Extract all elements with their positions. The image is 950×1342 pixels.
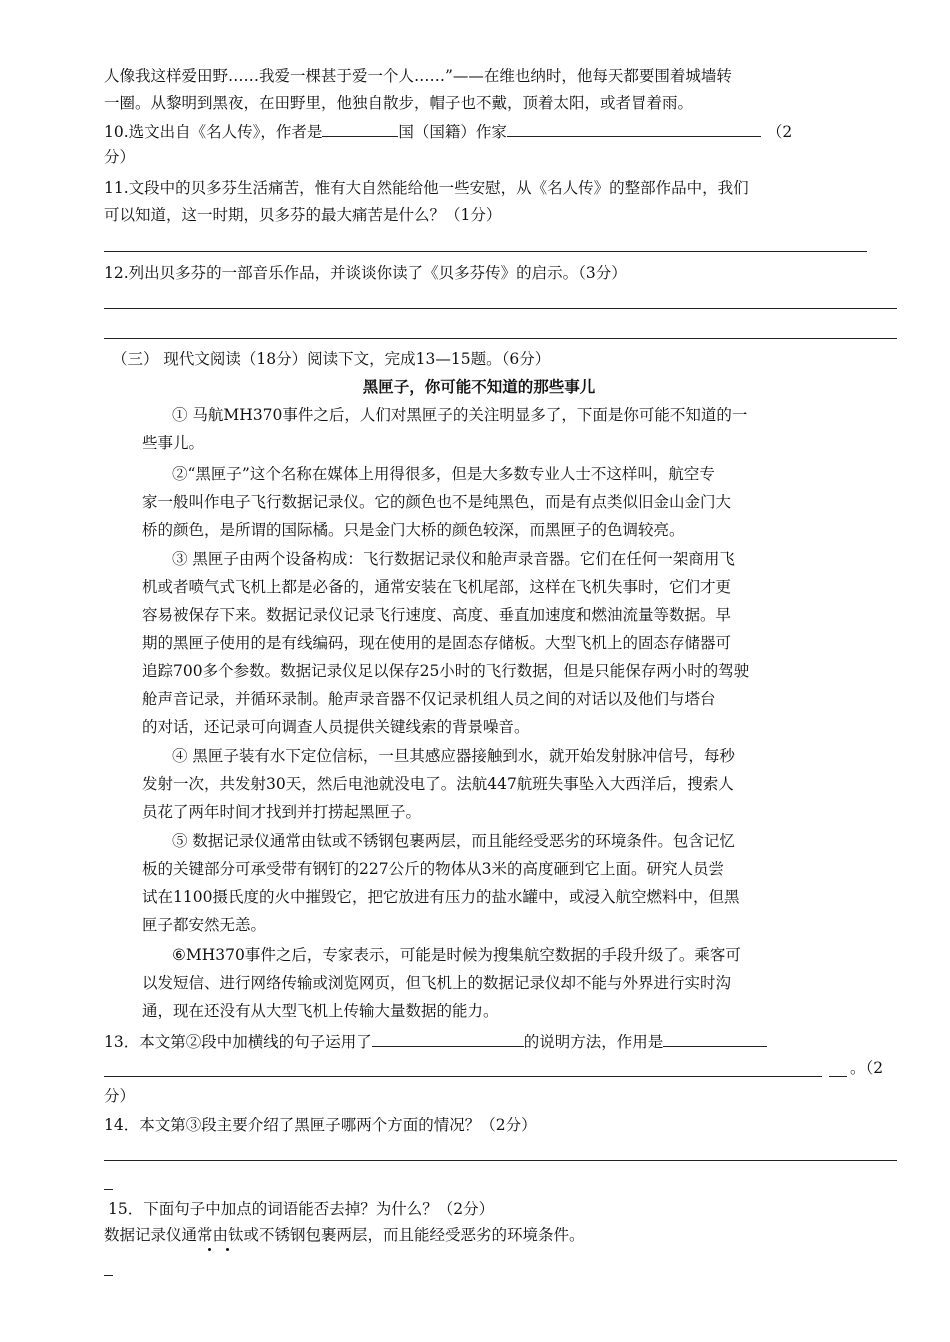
- question-10: [104, 120, 792, 140]
- q11-answer-line[interactable]: [104, 251, 867, 252]
- section-3-header: （三） 现代文阅读（18分）阅读下文，完成13—15题。（6分）: [112, 350, 551, 368]
- para-2-line-2: 家一般叫作电子飞行数据记录仪。它的颜色也不是纯黑色，而是有点类似旧金山金门大: [142, 493, 732, 511]
- q14-answer-line[interactable]: [104, 1160, 897, 1161]
- para-4-line-3: 员花了两年时间才找到并打捞起黑匣子。: [142, 803, 422, 821]
- question-15: 15．下面句子中加点的词语能否去掉？为什么？（2分）: [108, 1200, 495, 1218]
- para-1-line-2: 些事儿。: [142, 434, 205, 452]
- emphasis-dot: [226, 1248, 229, 1251]
- para-5-line-3: 试在1100摄氏度的火中摧毁它，把它放进有压力的盐水罐中，或浸入航空燃料中，但黑: [142, 888, 740, 906]
- intro-line-1: 人像我这样爱田野……我爱一棵甚于爱一个人……”——在维也纳时，他每天都要围着城墙转: [104, 67, 732, 85]
- para-4-line-1: ④ 黑匣子装有水下定位信标，一旦其感应器接触到水，就开始发射脉冲信号，每秒: [172, 747, 735, 765]
- q13-answer-line[interactable]: [104, 1076, 822, 1077]
- question-13-cont: 分）: [104, 1087, 136, 1105]
- question-12: 12.列出贝多芬的一部音乐作品，并谈谈你读了《贝多芬传》的启示。（3分）: [104, 264, 627, 282]
- question-11-line-1: 11.文段中的贝多芬生活痛苦，惟有大自然能给他一些安慰，从《名人传》的整部作品中，我们: [104, 179, 749, 197]
- para-1-line-1: ① 马航MH370事件之后，人们对黑匣子的关注明显多了，下面是你可能不知道的一: [172, 406, 748, 424]
- q12-answer-line-1[interactable]: [104, 308, 897, 309]
- para-5-line-4: 匣子都安然无恙。: [142, 916, 267, 934]
- para-3-line-3: 容易被保存下来。数据记录仪记录飞行速度、高度、垂直加速度和燃油流量等数据。早: [142, 606, 732, 624]
- q15-answer-line-stub[interactable]: [104, 1275, 113, 1276]
- para-5-line-1: ⑤ 数据记录仪通常由钛或不锈钢包裹两层，而且能经受恶劣的环境条件。包含记忆: [172, 832, 735, 850]
- q10-author-blank[interactable]: [322, 120, 398, 137]
- question-13: [104, 1030, 767, 1050]
- q10-suffix: （2: [766, 123, 793, 141]
- intro-line-2: 一圈。从黎明到黑夜，在田野里，他独自散步，帽子也不戴，顶着太阳，或者冒着雨。: [104, 94, 694, 112]
- para-3-line-5: 追踪700多个参数。数据记录仪足以保存25小时的飞行数据，但是只能保存两小时的驾驶: [142, 662, 750, 680]
- q12-answer-line-2[interactable]: [104, 338, 897, 339]
- para-2-line-1: ②“黑匣子”这个名称在媒体上用得很多，但是大多数专业人士不这样叫，航空专: [172, 465, 715, 483]
- emphasis-dot: [208, 1248, 211, 1251]
- para-6-line-2: 以发短信、进行网络传输或浏览网页，但飞机上的数据记录仪却不能与外界进行实时沟: [142, 974, 732, 992]
- question-14: 14．本文第③段主要介绍了黑匣子哪两个方面的情况？（2分）: [104, 1116, 537, 1134]
- q10-nationality-blank[interactable]: [507, 120, 761, 137]
- q14-answer-line-stub[interactable]: [104, 1189, 113, 1190]
- para-3-line-4: 期的黑匣子使用的是有线编码，现在使用的是固态存储板。大型飞机上的固态存储器可: [142, 634, 732, 652]
- q13-effect-blank[interactable]: [663, 1030, 767, 1047]
- article-title: 黑匣子，你可能不知道的那些事儿: [362, 378, 596, 396]
- para-5-line-2: 板的关键部分可承受带有钢钉的227公斤的物体从3米的高度砸到它上面。研究人员尝: [142, 860, 724, 878]
- q15-sentence: 数据记录仪通常由钛或不锈钢包裹两层，而且能经受恶劣的环境条件。: [104, 1226, 585, 1244]
- q13-prefix: 13．本文第②段中加横线的句子运用了: [104, 1033, 372, 1051]
- q10-prefix: 10.选文出自《名人传》，作者是: [104, 123, 323, 141]
- para-3-line-7: 的对话，还记录可向调查人员提供关键线索的背景噪音。: [142, 718, 530, 736]
- q13-end: 。（2: [850, 1059, 884, 1077]
- question-10-cont: 分）: [104, 148, 136, 166]
- para-4-line-2: 发射一次，共发射30天，然后电池就没电了。法航447航班失事坠入大西洋后，搜索人: [142, 775, 734, 793]
- question-11-line-2: 可以知道，这一时期，贝多芬的最大痛苦是什么？（1分）: [104, 206, 502, 224]
- q13-method-blank[interactable]: [372, 1030, 524, 1047]
- para-2-line-3: 桥的颜色，是所谓的国际橘。只是金门大桥的颜色较深，而黑匣子的色调较亮。: [142, 521, 685, 539]
- para-3-line-6: 舱声音记录，并循环录制。舱声录音器不仅记录机组人员之间的对话以及他们与塔台: [142, 690, 716, 708]
- para-3-line-1: ③ 黑匣子由两个设备构成：飞行数据记录仪和舱声录音器。它们在任何一架商用飞: [172, 550, 735, 568]
- para-6-line-3: 通，现在还没有从大型飞机上传输大量数据的能力。: [142, 1002, 499, 1020]
- q10-mid: 国（国籍）作家: [398, 123, 507, 141]
- q13-answer-line-tail[interactable]: [829, 1076, 847, 1077]
- para-3-line-2: 机或者喷气式飞机上都是必备的，通常安装在飞机尾部，这样在飞机失事时，它们才更: [142, 578, 732, 596]
- para-6-line-1: ⑥MH370事件之后，专家表示，可能是时候为搜集航空数据的手段升级了。乘客可: [172, 946, 741, 964]
- q13-mid: 的说明方法，作用是: [523, 1033, 664, 1051]
